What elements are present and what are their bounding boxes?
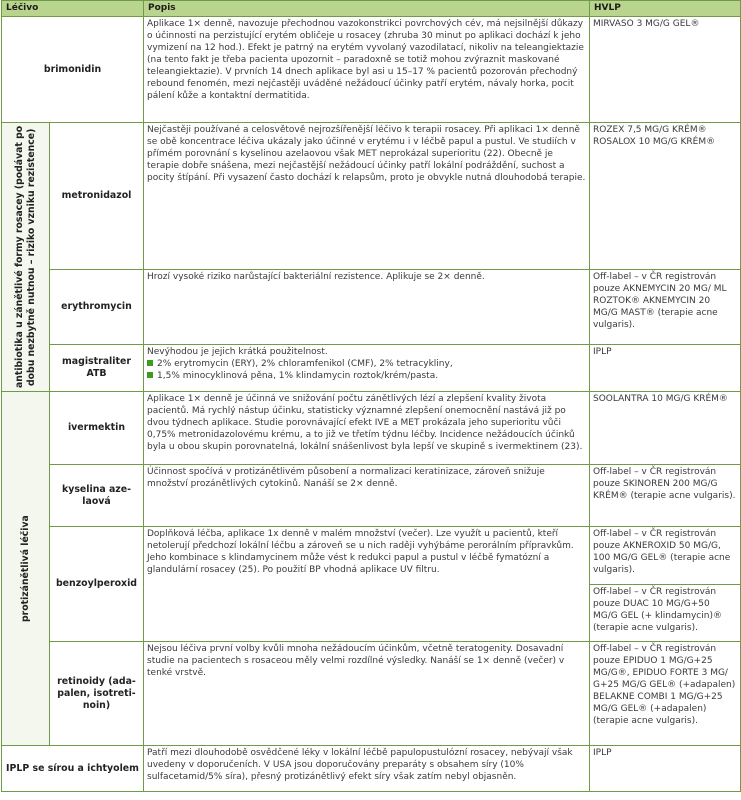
hvlp-erythromycin: Off-label – v ČR registrován pouze AKNEMYCIN 20 MG/ ML ROZTOK® AKNEMYCIN 20 MG/G MAST® (terapie acne vulgaris). <box>590 270 741 345</box>
table-row-azelaic-acid <box>2 465 741 527</box>
desc-ivermektin: Aplikace 1× denně je účinná ve snižování počtu zánětlivých lézí a zlepšení kvality života pacientů. Má rychlý nástup účinku, statisticky významné zlepšení onemocnění nastává již po dvou týdnech aplikace. Studie porovnávající efekt IVE a MET prokázala jeho superioritu vůči 0,75% metronidazolovému krému, a to již ve třetím týdnu léčby. Incidence nežádoucích účinků byla u obou skupin porovnatelná, lokální snášenlivost byla lepší ve skupině s ivermektinem (23). <box>144 392 590 465</box>
desc-magistraliter <box>144 345 590 392</box>
drug-magistraliter: magistraliter ATB <box>50 345 144 392</box>
table-row-sulfur <box>2 746 741 792</box>
list-item-text: 2% erytromycin (ERY), 2% chloramfenikol (CMF), 2% tetracykliny, <box>157 359 453 370</box>
drug-retinoids: retinoidy (ada- palen, isotreti- noin) <box>50 642 144 746</box>
drug-sulfur-ichthyol: IPLP se sírou a ichtyolem <box>2 746 144 792</box>
hvlp-akneroxid: Off-label – v ČR registrován pouze AKNEROXID 50 MG/G, 100 MG/G GEL® (terapie acne vulgaris). <box>590 527 741 585</box>
table-row-benzoylperoxid <box>2 527 741 585</box>
header-drug: Léčivo <box>2 1 144 17</box>
table-header-row <box>2 1 741 17</box>
list-item <box>147 370 586 382</box>
desc-sulfur-ichthyol: Patří mezi dlouhodobě osvědčené léky v lokální léčbě papulopustulózní rosacey, nebývají však uvedeny v doporučeních. V USA jsou doporučovány preparáty s obsahem síry (10% sulfacetamid/5% síra), přesný protizánětlivý efekt síry však zatím nebyl objasněn. <box>144 746 590 792</box>
table-row-ivermektin <box>2 392 741 465</box>
drug-ivermektin: ivermektin <box>50 392 144 465</box>
group-antibiotics <box>2 123 50 392</box>
magistraliter-intro: Nevýhodou je jejich krátká použitelnost. <box>147 347 328 358</box>
header-description: Popis <box>144 1 590 17</box>
list-item-text: 1,5% minocyklinová pěna, 1% klindamycin roztok/krém/pasta. <box>157 371 439 382</box>
table-row-erythromycin <box>2 270 741 345</box>
rosacea-treatment-table <box>1 0 741 792</box>
group-antiinflammatory-label: protizánětlivá léčiva <box>19 515 31 622</box>
hvlp-sulfur-ichthyol: IPLP <box>590 746 741 792</box>
drug-brimonidin: brimonidin <box>2 17 144 123</box>
header-hvlp: HVLP <box>590 1 741 17</box>
hvlp-retinoids: Off-label – v ČR registrován pouze EPIDUO 1 MG/G+25 MG/G®, EPIDUO FORTE 3 MG/ G+25 MG/G GEL® (+adapalen) BELAKNE COMBI 1 MG/G+25 MG/G GEL® (+adapalen) (terapie acne vulgaris). <box>590 642 741 746</box>
hvlp-metronidazol <box>590 123 741 270</box>
drug-metronidazol: metronidazol <box>50 123 144 270</box>
hvlp-duac: Off-label – v ČR registrován pouze DUAC 10 MG/G+50 MG/G GEL (+ klindamycin)® (terapie acne vulgaris). <box>590 585 741 642</box>
bullet-square-icon <box>147 360 153 366</box>
hvlp-azelaic-acid: Off-label – v ČR registrován pouze SKINOREN 200 MG/G KRÉM® (terapie acne vulgaris). <box>590 465 741 527</box>
hvlp-rozex: ROZEX 7,5 MG/G KRÉM® <box>593 125 707 135</box>
desc-azelaic-acid: Účinnost spočívá v protizánětlivém působení a normalizaci keratinizace, zároveň snižuje množství prozánětlivých cytokinů. Nanáší se 2× denně. <box>144 465 590 527</box>
drug-azelaic-acid: kyselina aze- laová <box>50 465 144 527</box>
desc-retinoids: Nejsou léčiva první volby kvůli mnoha nežádoucím účinkům, včetně teratogenity. Dosavadní studie na pacientech s rosaceou měly velmi rozdílné výsledky. Nanáší se 1× denně (večer) v tenké vrstvě. <box>144 642 590 746</box>
desc-benzoylperoxid: Doplňková léčba, aplikace 1x denně v malém množství (večer). Lze využít u pacientů, kteří netolerují předchozí lokální léčbu a zároveň se u nich raději vyhýbáme perorálním přípravkům. Jeho kombinace s klindamycinem může vést k redukci papul a pustul v léčbě fymatózní a glandulární rosacey (25). Po použití BP vhodná aplikace UV filtru. <box>144 527 590 642</box>
table-row-brimonidin <box>2 17 741 123</box>
table-row-retinoids <box>2 642 741 746</box>
drug-erythromycin: erythromycin <box>50 270 144 345</box>
table-row-metronidazol <box>2 123 741 270</box>
list-item <box>147 358 586 370</box>
hvlp-brimonidin: MIRVASO 3 MG/G GEL® <box>590 17 741 123</box>
group-antibiotics-label: antibiotika u zánětlivé formy rosacey (podávat po dobu nezbytně nutnou – riziko vzniku rezistence) <box>13 125 37 389</box>
table-row-magistraliter <box>2 345 741 392</box>
desc-erythromycin: Hrozí vysoké riziko narůstající bakteriální rezistence. Aplikuje se 2× denně. <box>144 270 590 345</box>
group-antiinflammatory <box>2 392 50 746</box>
hvlp-magistraliter: IPLP <box>590 345 741 392</box>
desc-metronidazol: Nejčastěji používané a celosvětově nejrozšířenější léčivo k terapii rosacey. Při aplikaci 1× denně se obě koncentrace léčiva ukázaly jako účinné v erytému i v léčbě papul a pustul. Ve studiích v přímém porovnání s kyselinou azelaovou však MET neprokázal superioritu (22). Obecně je terapie dobře snášena, mezi nejčastější nežádoucí účinky patří lokální podráždění, suchost a pocity štípání. Při vysazení často dochází k relapsům, proto je obvykle nutná dlouhodobá terapie. <box>144 123 590 270</box>
hvlp-ivermektin: SOOLANTRA 10 MG/G KRÉM® <box>590 392 741 465</box>
hvlp-rosalox: ROSALOX 10 MG/G KRÉM® <box>593 137 716 147</box>
drug-benzoylperoxid: benzoylperoxid <box>50 527 144 642</box>
bullet-square-icon <box>147 372 153 378</box>
desc-brimonidin: Aplikace 1× denně, navozuje přechodnou vazokonstrikci povrchových cév, má nejsilnější důkazy o účinnosti na perzistující erytém obličeje u rosacey (zhruba 30 minut po aplikaci dochází k jeho vymizení na 12 hod.). Efekt je patrný na erytém vyvolaný vazodilatací, nikoliv na teleangiektazie (na tento fakt je třeba pacienta upozornit – paradoxně se totiž mohou zvýraznit maskované teleangiektazie). V prvních 14 dnech aplikace byl asi u 15–17 % pacientů pozorován přechodný rebound fenomén, mezi nejčastěji uváděné nežádoucí účinky patří erytém, návaly horka, pocit pálení kůže a kontaktní dermatitida. <box>144 17 590 123</box>
